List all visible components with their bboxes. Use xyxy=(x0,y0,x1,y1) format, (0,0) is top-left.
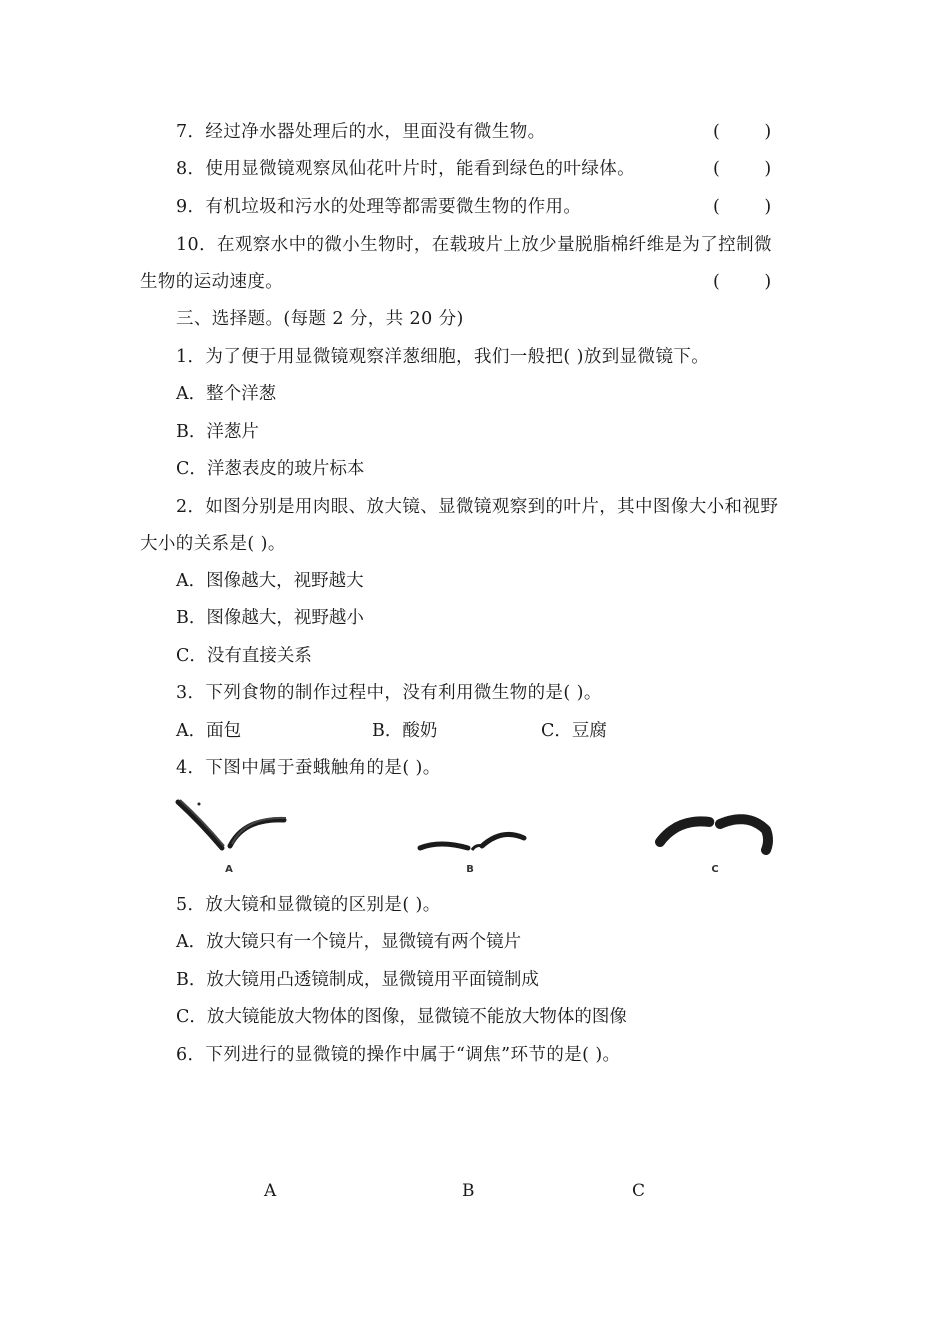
antenna-figure-c[interactable] xyxy=(652,808,782,880)
antenna-figure-b[interactable] xyxy=(412,820,532,880)
q4-stem: 4．下图中属于蚕蛾触角的是( )。 xyxy=(176,758,441,778)
antenna-figure-a[interactable] xyxy=(172,796,302,880)
q6-stem: 6．下列进行的显微镜的操作中属于“调焦”环节的是( )。 xyxy=(176,1045,621,1065)
tf-answer-10[interactable]: ( ) xyxy=(713,272,772,292)
q6-figure-label-b[interactable]: B xyxy=(462,1181,475,1201)
q1-option-a[interactable]: A．整个洋葱 xyxy=(176,384,277,404)
q2-option-a[interactable]: A．图像越大，视野越大 xyxy=(176,571,364,591)
q2-option-c[interactable]: C．没有直接关系 xyxy=(176,646,312,666)
section-heading-choice: 三、选择题。(每题 2 分，共 20 分) xyxy=(176,309,464,329)
q5-option-a[interactable]: A．放大镜只有一个镜片，显微镜有两个镜片 xyxy=(176,932,522,952)
tf-answer-8[interactable]: ( ) xyxy=(713,159,772,179)
q1-option-c[interactable]: C．洋葱表皮的玻片标本 xyxy=(176,459,365,479)
tf-item-10-line2: 生物的运动速度。 xyxy=(140,272,284,292)
q3-option-a[interactable]: A．面包 xyxy=(176,721,242,741)
tf-item-8: 8．使用显微镜观察凤仙花叶片时，能看到绿色的叶绿体。 xyxy=(176,159,636,179)
q5-option-b[interactable]: B．放大镜用凸透镜制成，显微镜用平面镜制成 xyxy=(176,970,539,990)
q2-option-b[interactable]: B．图像越大，视野越小 xyxy=(176,608,364,628)
q3-stem: 3．下列食物的制作过程中，没有利用微生物的是( )。 xyxy=(176,683,602,703)
tf-item-10-line1: 10．在观察水中的微小生物时，在载玻片上放少量脱脂棉纤维是为了控制微 xyxy=(176,235,772,255)
tf-answer-9[interactable]: ( ) xyxy=(713,197,772,217)
q2-stem-line1: 2．如图分别是用肉眼、放大镜、显微镜观察到的叶片，其中图像大小和视野 xyxy=(176,497,779,517)
q3-option-c[interactable]: C．豆腐 xyxy=(541,721,607,741)
q3-option-b[interactable]: B．酸奶 xyxy=(372,721,438,741)
q2-stem-line2: 大小的关系是( )。 xyxy=(140,534,286,554)
figure-label-a: A xyxy=(225,864,233,875)
q1-stem: 1．为了便于用显微镜观察洋葱细胞，我们一般把( )放到显微镜下。 xyxy=(176,347,710,367)
tf-answer-7[interactable]: ( ) xyxy=(713,122,772,142)
figure-label-c: C xyxy=(711,864,719,875)
tf-item-9: 9．有机垃圾和污水的处理等都需要微生物的作用。 xyxy=(176,197,582,217)
q6-figure-label-c[interactable]: C xyxy=(632,1181,646,1201)
q1-option-b[interactable]: B．洋葱片 xyxy=(176,422,259,442)
tf-item-7: 7．经过净水器处理后的水，里面没有微生物。 xyxy=(176,122,546,142)
q5-option-c[interactable]: C．放大镜能放大物体的图像，显微镜不能放大物体的图像 xyxy=(176,1007,627,1027)
q6-figure-label-a[interactable]: A xyxy=(264,1181,277,1201)
figure-label-b: B xyxy=(466,864,474,875)
q5-stem: 5．放大镜和显微镜的区别是( )。 xyxy=(176,895,441,915)
